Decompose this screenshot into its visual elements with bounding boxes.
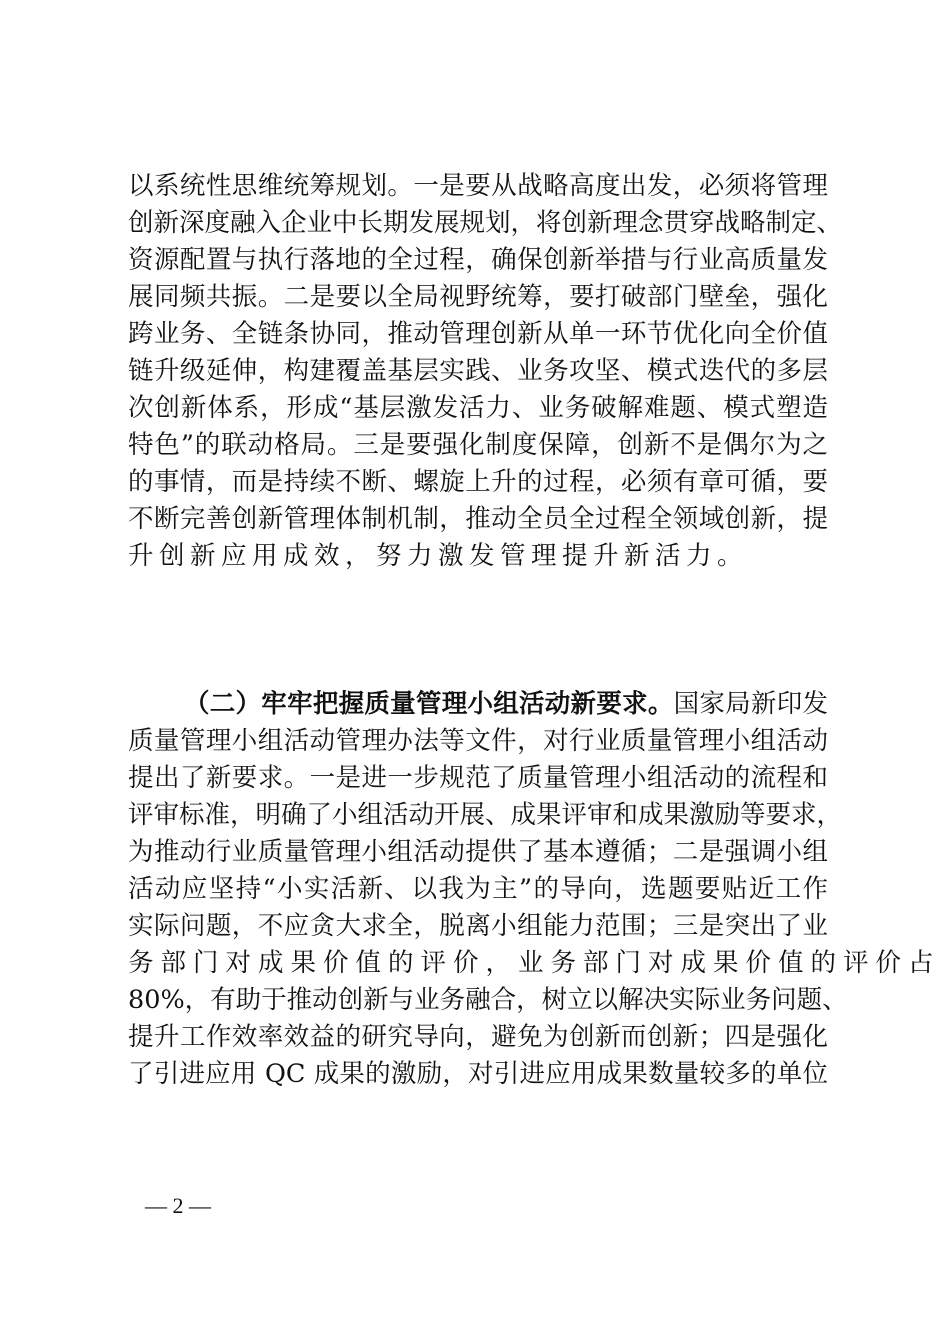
text-line: 升创新应用成效，努力激发管理提升新活力。	[128, 541, 749, 571]
text-line: 80%，有助于推动创新与业务融合，树立以解决实际业务问题、	[128, 985, 848, 1015]
text-line: 跨业务、全链条协同，推动管理创新从单一环节优化向全价值	[128, 319, 828, 349]
text-line: 实际问题，不应贪大求全，脱离小组能力范围；三是突出了业	[128, 911, 828, 941]
text-line: 链升级延伸，构建覆盖基层实践、业务攻坚、模式迭代的多层	[128, 356, 828, 386]
text-line: 展同频共振。二是要以全局视野统筹，要打破部门壁垒，强化	[128, 282, 828, 312]
text-line: 了引进应用 QC 成果的激励，对引进应用成果数量较多的单位	[128, 1059, 828, 1089]
text-line: 评审标准，明确了小组活动开展、成果评审和成果激励等要求，	[128, 800, 843, 830]
text-line: 的事情，而是持续不断、螺旋上升的过程，必须有章可循，要	[128, 467, 828, 497]
text-line: 不断完善创新管理体制机制，推动全员全过程全领域创新，提	[128, 504, 828, 534]
text-line: 以系统性思维统筹规划。一是要从战略高度出发，必须将管理	[128, 171, 828, 201]
page-number: — 2 —	[145, 1193, 211, 1218]
text-line: 提出了新要求。一是进一步规范了质量管理小组活动的流程和	[128, 763, 828, 793]
text-line: 提升工作效率效益的研究导向，避免为创新而创新；四是强化	[128, 1022, 828, 1052]
section-heading: （二）牢牢把握质量管理小组活动新要求。	[184, 689, 674, 719]
paragraph-2-first-line	[184, 684, 828, 724]
heading-continuation: 国家局新印发	[673, 689, 828, 719]
text-line: 资源配置与执行落地的全过程，确保创新举措与行业高质量发	[128, 245, 828, 275]
text-line: 质量管理小组活动管理办法等文件，对行业质量管理小组活动	[128, 726, 828, 756]
text-line: 特色”的联动格局。三是要强化制度保障，创新不是偶尔为之	[128, 430, 828, 460]
text-line: 活动应坚持“小实活新、以我为主”的导向，选题要贴近工作	[128, 874, 828, 904]
text-line: 创新深度融入企业中长期发展规划，将创新理念贯穿战略制定、	[128, 208, 843, 238]
text-line: 次创新体系，形成“基层激发活力、业务破解难题、模式塑造	[128, 393, 828, 423]
text-line: 务部门对成果价值的评价，业务部门对成果价值的评价占	[128, 948, 941, 978]
text-line: 为推动行业质量管理小组活动提供了基本遵循；二是强调小组	[128, 837, 828, 867]
